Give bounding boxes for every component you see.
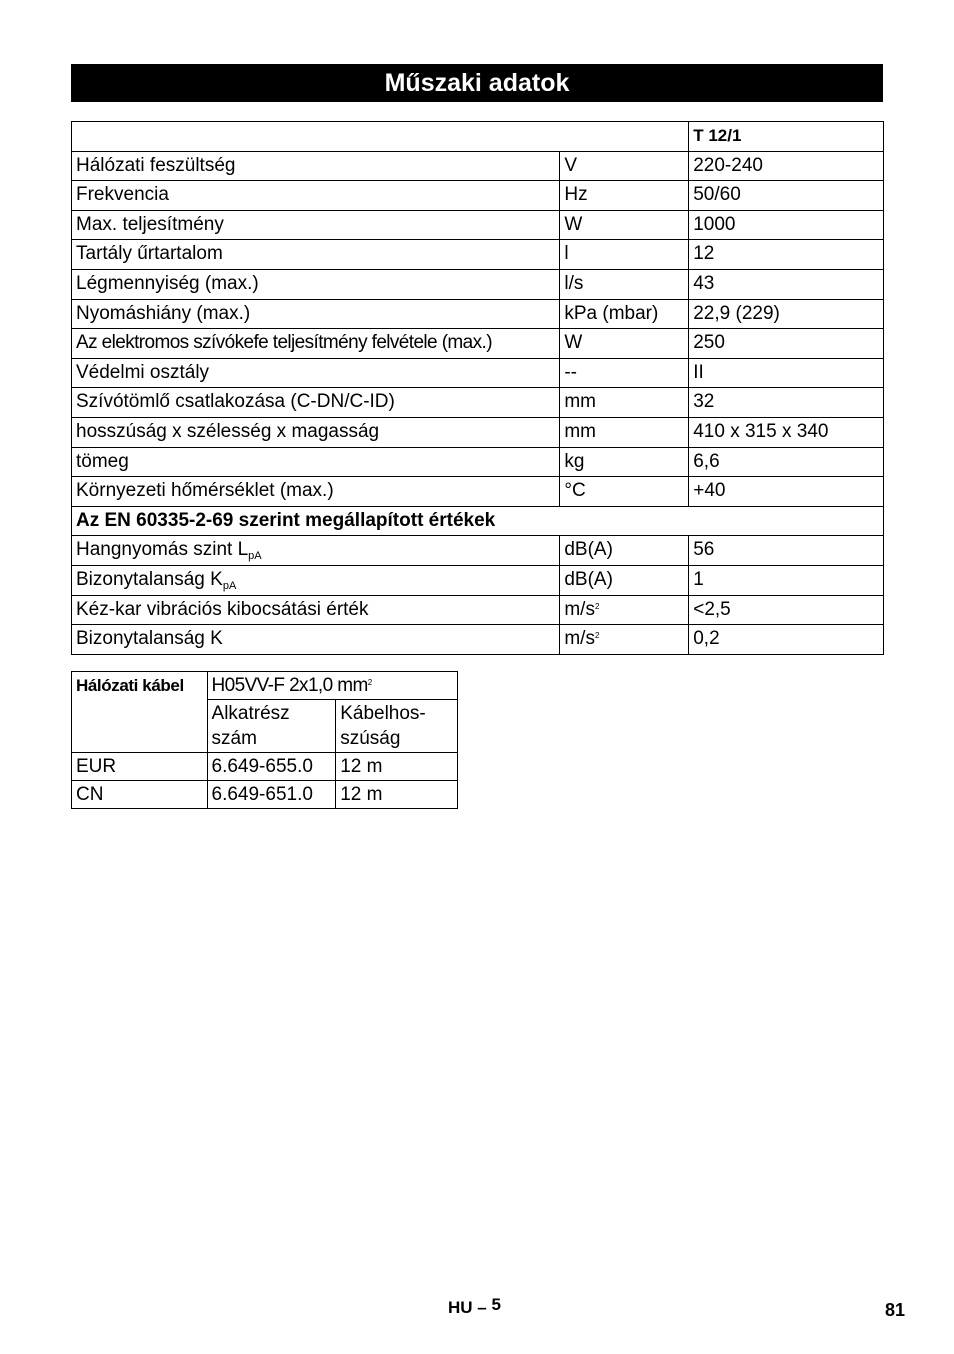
spec-label: hosszúság x szélesség x magasság (72, 417, 560, 447)
spec-label: Nyomáshiány (max.) (72, 299, 560, 329)
spec-value: 1 (689, 565, 884, 595)
spec-value: II (689, 358, 884, 388)
table-row (72, 210, 884, 240)
spec-unit: V (560, 151, 689, 181)
spec-value: <2,5 (689, 595, 884, 625)
footer-section-label: HU – 5 (448, 1295, 501, 1317)
cable-length-header: Kábelhos- szúság (336, 700, 458, 753)
cable-label: Hálózati kábel (72, 672, 208, 753)
spec-label: Az elektromos szívókefe teljesítmény felvétele (max.) (72, 329, 560, 359)
spec-unit: kg (560, 447, 689, 477)
spec-label: Bizonytalanság K (72, 625, 560, 655)
spec-value: 32 (689, 388, 884, 418)
cable-part-number: 6.649-651.0 (207, 781, 336, 809)
cable-region: CN (72, 781, 208, 809)
spec-value: 1000 (689, 210, 884, 240)
table-row (72, 753, 458, 781)
spec-label: Max. teljesítmény (72, 210, 560, 240)
spec-label: Védelmi osztály (72, 358, 560, 388)
spec-unit: mm (560, 417, 689, 447)
spec-unit: Hz (560, 181, 689, 211)
spec-value: 56 (689, 536, 884, 566)
spec-label: Frekvencia (72, 181, 560, 211)
table-row (72, 299, 884, 329)
spec-unit: kPa (mbar) (560, 299, 689, 329)
table-row (72, 477, 884, 507)
spec-unit: dB(A) (560, 565, 689, 595)
table-row (72, 240, 884, 270)
table-row (72, 536, 884, 566)
model-name: T 12/1 (689, 122, 884, 152)
cable-length: 12 m (336, 781, 458, 809)
table-row (72, 595, 884, 625)
spec-value: 220-240 (689, 151, 884, 181)
spec-unit: $m/s^2$ (560, 625, 689, 655)
spec-value: 22,9 (229) (689, 299, 884, 329)
spec-value: 0,2 (689, 625, 884, 655)
spec-label: tömeg (72, 447, 560, 477)
table-row (72, 388, 884, 418)
spec-unit: °C (560, 477, 689, 507)
cable-type-row (72, 672, 458, 700)
section-header-row (72, 506, 884, 536)
spec-value: 6,6 (689, 447, 884, 477)
table-row (72, 151, 884, 181)
cable-region: EUR (72, 753, 208, 781)
spec-label: Légmennyiség (max.) (72, 269, 560, 299)
page-number: 81 (884, 1300, 905, 1320)
spec-unit: mm (560, 388, 689, 418)
spec-label: Kéz-kar vibrációs kibocsátási érték (72, 595, 560, 625)
spec-unit: l/s (560, 269, 689, 299)
cable-length: 12 m (336, 753, 458, 781)
spec-value: +40 (689, 477, 884, 507)
spec-label: Környezeti hőmérséklet (max.) (72, 477, 560, 507)
spec-unit: dB(A) (560, 536, 689, 566)
technical-data-table (71, 121, 884, 655)
table-row (72, 447, 884, 477)
table-row (72, 781, 458, 809)
spec-label: Tartály űrtartalom (72, 240, 560, 270)
table-row (72, 417, 884, 447)
cable-type: H05VV-F 2x1,0 $mm^2$ (207, 672, 457, 700)
page-title: Műszaki adatok (71, 64, 883, 102)
table-row (72, 329, 884, 359)
spec-unit: $m/s^2$ (560, 595, 689, 625)
spec-label: Hangnyomás szint $L_{pA}$ (72, 536, 560, 566)
spec-value: 50/60 (689, 181, 884, 211)
table-row (72, 358, 884, 388)
table-header-row (72, 122, 884, 152)
power-cable-table (71, 671, 458, 809)
spec-unit: W (560, 210, 689, 240)
spec-label: Szívótömlő csatlakozása (C-DN/C-ID) (72, 388, 560, 418)
spec-value: 43 (689, 269, 884, 299)
spec-value: 250 (689, 329, 884, 359)
spec-value: 410 x 315 x 340 (689, 417, 884, 447)
spec-unit: -- (560, 358, 689, 388)
spec-label: Hálózati feszültség (72, 151, 560, 181)
table-row (72, 269, 884, 299)
spec-unit: W (560, 329, 689, 359)
table-row (72, 181, 884, 211)
table-row (72, 565, 884, 595)
table-row (72, 625, 884, 655)
spec-unit: l (560, 240, 689, 270)
part-number-header: Alkatrész szám (207, 700, 336, 753)
spec-label: Bizonytalanság $K_{pA}$ (72, 565, 560, 595)
section-heading: Az EN 60335-2-69 szerint megállapított értékek (72, 506, 884, 536)
cable-part-number: 6.649-655.0 (207, 753, 336, 781)
spec-value: 12 (689, 240, 884, 270)
